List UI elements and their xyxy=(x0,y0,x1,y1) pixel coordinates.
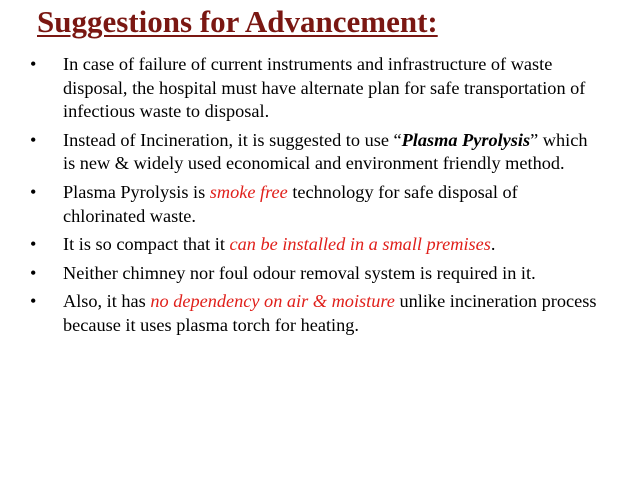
slide-title: Suggestions for Advancement: xyxy=(37,4,438,39)
bullet-text-before: Instead of Incineration, it is suggested to use “ xyxy=(63,129,402,150)
bullet-text-before: It is so compact that it xyxy=(63,234,230,255)
bullet-list xyxy=(30,53,600,343)
bullet-icon: • xyxy=(30,262,37,283)
bullet-emphasis: Plasma Pyrolysis xyxy=(401,129,531,150)
bullet-text-after: technology for safe disposal of chlorinated waste. xyxy=(63,181,518,226)
bullet-emphasis: smoke free xyxy=(209,181,288,202)
bullet-text-before: Plasma Pyrolysis is xyxy=(63,181,210,202)
bullet-item-1 xyxy=(30,53,600,124)
bullet-text-after: ” which is new & widely used economical and environment friendly method. xyxy=(63,129,588,174)
bullet-icon: • xyxy=(30,291,37,312)
bullet-text-before: Also, it has xyxy=(63,291,151,312)
bullet-item-6 xyxy=(30,290,600,337)
bullet-emphasis: no dependency on air & moisture xyxy=(150,291,395,312)
bullet-icon: • xyxy=(30,234,37,255)
bullet-item-3 xyxy=(30,181,600,228)
bullet-text: Neither chimney nor foul odour removal system is required in it. xyxy=(63,262,536,283)
bullet-icon: • xyxy=(30,129,37,150)
bullet-item-2 xyxy=(30,129,600,176)
bullet-emphasis: can be installed in a small premises xyxy=(229,234,491,255)
bullet-item-4 xyxy=(30,233,600,257)
bullet-text-after: . xyxy=(490,234,496,255)
bullet-icon: • xyxy=(30,54,37,74)
bullet-icon: • xyxy=(30,181,37,202)
bullet-text-after: unlike incineration process because it uses plasma torch for heating. xyxy=(63,291,597,335)
bullet-item-5 xyxy=(30,262,600,286)
bullet-text: In case of failure of current instruments and infrastructure of waste disposal, the hospital must have alternate plan for safe transportation of infectious waste to disposal. xyxy=(63,54,586,122)
